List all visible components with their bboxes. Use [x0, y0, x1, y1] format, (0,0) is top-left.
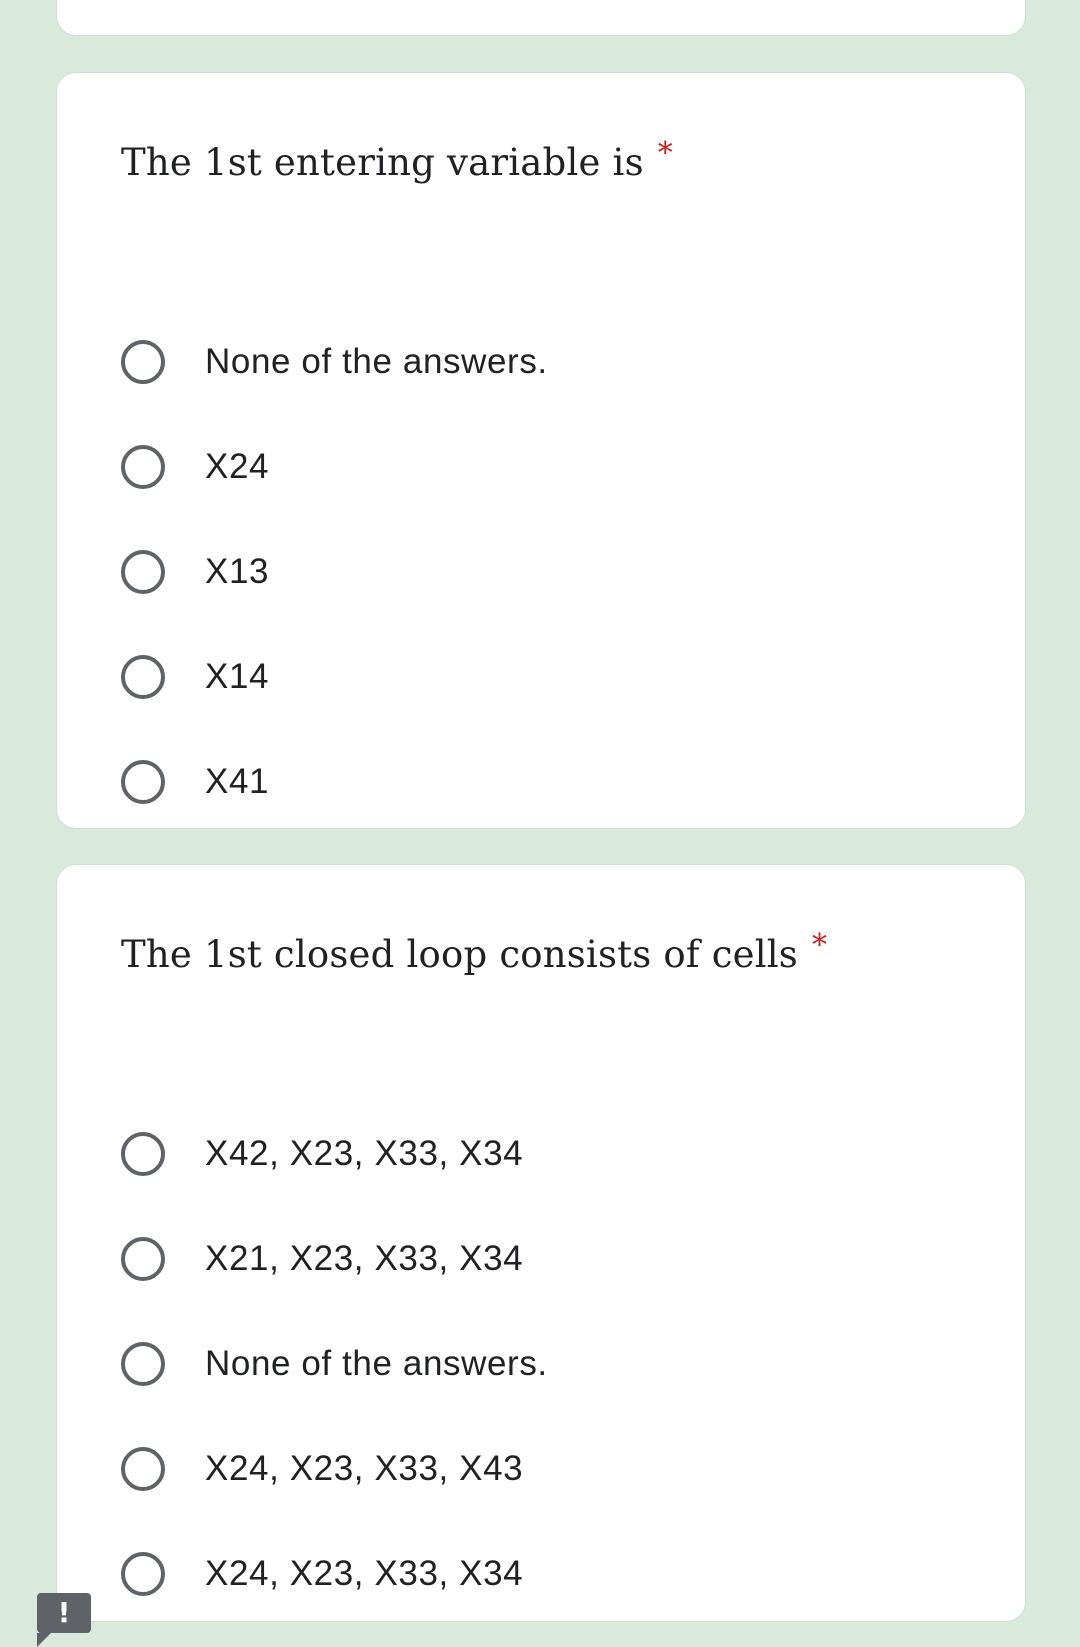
radio-button-icon[interactable]: [121, 1447, 165, 1491]
radio-button-icon[interactable]: [121, 760, 165, 804]
radio-option-label[interactable]: X24, X23, X33, X43: [205, 1449, 524, 1488]
question-card-closed-loop: [56, 864, 1026, 1622]
question-title: [121, 928, 828, 976]
radio-option[interactable]: [121, 332, 548, 392]
radio-button-icon[interactable]: [121, 1237, 165, 1281]
radio-option-label[interactable]: X41: [205, 762, 270, 801]
radio-option-label[interactable]: X42, X23, X33, X34: [205, 1134, 524, 1173]
required-asterisk: *: [657, 136, 673, 171]
radio-option[interactable]: [121, 1544, 523, 1604]
question-title-text: The 1st entering variable is: [121, 141, 644, 184]
previous-question-card: [56, 0, 1026, 36]
radio-option-label[interactable]: None of the answers.: [205, 342, 548, 381]
radio-button-icon[interactable]: [121, 340, 165, 384]
radio-option[interactable]: [121, 542, 269, 602]
radio-option-label[interactable]: X24: [205, 447, 270, 486]
radio-button-icon[interactable]: [121, 655, 165, 699]
required-asterisk: *: [811, 928, 828, 963]
radio-option[interactable]: [121, 1439, 523, 1499]
radio-button-icon[interactable]: [121, 550, 165, 594]
report-problem-button[interactable]: [37, 1593, 91, 1633]
radio-option[interactable]: [121, 437, 269, 497]
radio-option-label[interactable]: X13: [205, 552, 270, 591]
radio-button-icon[interactable]: [121, 1132, 165, 1176]
radio-option[interactable]: [121, 1124, 523, 1184]
exclamation-icon: !: [57, 1596, 71, 1629]
radio-option[interactable]: [121, 752, 269, 812]
radio-button-icon[interactable]: [121, 1342, 165, 1386]
radio-option-label[interactable]: None of the answers.: [205, 1344, 548, 1383]
radio-option-label[interactable]: X24, X23, X33, X34: [205, 1554, 524, 1593]
radio-option-label[interactable]: X14: [205, 657, 270, 696]
radio-option[interactable]: [121, 1229, 523, 1289]
question-title-text: The 1st closed loop consists of cells: [121, 933, 798, 976]
radio-button-icon[interactable]: [121, 1552, 165, 1596]
radio-option[interactable]: [121, 1334, 548, 1394]
radio-option-label[interactable]: X21, X23, X33, X34: [205, 1239, 524, 1278]
question-title: [121, 136, 673, 184]
radio-button-icon[interactable]: [121, 445, 165, 489]
radio-option[interactable]: [121, 647, 269, 707]
question-card-entering-variable: [56, 72, 1026, 829]
